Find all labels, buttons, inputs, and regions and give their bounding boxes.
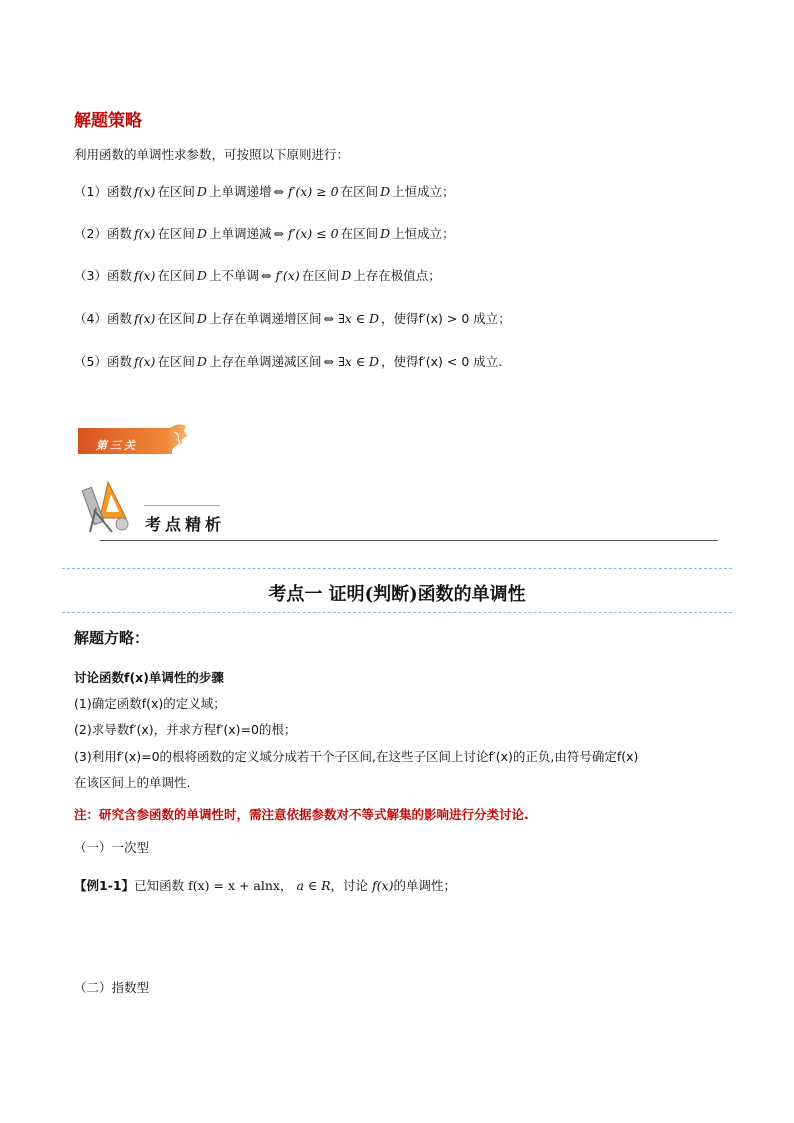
- type-one-heading: （一）一次型: [74, 840, 150, 855]
- rule-number: （4）: [74, 311, 107, 326]
- dashed-rule-top: [62, 568, 732, 569]
- rule-fx: f(x): [133, 311, 156, 326]
- topic-title: 考点一 证明(判断)函数的单调性: [268, 584, 526, 605]
- rule-mid3: 在区间: [340, 184, 379, 199]
- rule-post: 上存在极值点；: [353, 268, 441, 283]
- rule-condition: f′(x) ≤ 0: [287, 226, 339, 241]
- rule-condition: ∃x ∈ D: [337, 311, 380, 326]
- step-1: (1)确定函数f(x)的定义域；: [74, 696, 226, 711]
- method-title: 解题方略：: [74, 629, 150, 647]
- banner-label: 第三关: [96, 439, 138, 452]
- ruler-compass-icon: [82, 478, 138, 536]
- rule-condition: f′(x): [275, 268, 300, 283]
- rule-arrow: ⇔: [323, 311, 334, 326]
- strategy-rule: [74, 309, 511, 327]
- section-header-label: 考点精析: [145, 515, 226, 534]
- rule-mid3: ，使得: [381, 311, 419, 326]
- rule-pre: 函数: [106, 354, 132, 369]
- rule-domain: D: [196, 311, 207, 326]
- rule-mid1: 在区间: [157, 226, 195, 241]
- rule-mid2: 上存在单调递增区间: [208, 311, 322, 326]
- rule-mid2: 上单调递增: [208, 184, 272, 199]
- example-pre: 已知函数: [134, 878, 185, 893]
- example-post: 的单调性；: [393, 878, 456, 893]
- rule-arrow: ⇔: [323, 354, 334, 369]
- example-func: f(x) = x + alnx: [188, 878, 280, 893]
- rule-mid3: ，使得: [381, 354, 419, 369]
- rule-arrow: ⇔: [273, 226, 284, 241]
- rule-fx: f(x): [133, 184, 156, 199]
- rule-fx: f(x): [133, 226, 156, 241]
- rule-number: （2）: [74, 226, 107, 241]
- step-3: (3)利用f′(x)=0的根将函数的定义域分成若干个子区间,在这些子区间上讨论f′(x)的正负,由符号确定f(x): [74, 749, 639, 764]
- type-two-heading: （二）指数型: [74, 980, 150, 995]
- strategy-rule: [74, 182, 455, 200]
- strategy-title: 解题策略: [74, 111, 142, 131]
- rule-number: （1）: [74, 184, 107, 199]
- rule-condition: ∃x ∈ D: [337, 354, 380, 369]
- steps-title: 讨论函数f(x)单调性的步骤: [74, 670, 224, 685]
- rule-arrow: ⇔: [273, 184, 284, 199]
- note-text: 注：研究含参函数的单调性时，需注意依据参数对不等式解集的影响进行分类讨论.: [74, 807, 529, 822]
- rule-condition: f′(x) ≥ 0: [287, 184, 339, 199]
- rule-fx: f(x): [133, 354, 156, 369]
- rule-mid3: 在区间: [301, 268, 340, 283]
- example-mid: ，: [279, 878, 293, 893]
- rule-domain: D: [196, 226, 207, 241]
- rule-post: f′(x) < 0 成立.: [418, 354, 503, 369]
- rule-domain: D: [196, 354, 207, 369]
- rule-post: 上恒成立；: [392, 184, 455, 199]
- strategy-rule: [74, 224, 455, 242]
- rule-mid1: 在区间: [157, 354, 195, 369]
- rule-domain-2: D: [380, 226, 391, 241]
- strategy-rule: [74, 266, 441, 284]
- strategy-intro: 利用函数的单调性求参数，可按照以下原则进行：: [74, 147, 350, 162]
- example-mid2: ，讨论: [330, 878, 369, 893]
- rule-mid1: 在区间: [157, 311, 195, 326]
- rule-post: 上恒成立；: [392, 226, 455, 241]
- rule-arrow: ⇔: [260, 268, 272, 283]
- rule-post: f′(x) > 0 成立；: [418, 311, 511, 326]
- example-1-1: [74, 876, 456, 894]
- rule-pre: 函数: [106, 184, 132, 199]
- rule-pre: 函数: [106, 268, 132, 283]
- dashed-rule-bottom: [62, 612, 732, 613]
- rule-domain-2: D: [380, 184, 391, 199]
- step-2: (2)求导数f′(x)，并求方程f′(x)=0的根；: [74, 722, 297, 737]
- rule-number: （3）: [74, 268, 107, 283]
- strategy-rule: [74, 352, 502, 370]
- example-fx: f(x): [372, 878, 394, 893]
- header-underline-short: [144, 505, 220, 506]
- rule-mid2: 上不单调: [208, 268, 259, 283]
- rule-pre: 函数: [106, 311, 132, 326]
- rule-mid2: 上单调递减: [208, 226, 272, 241]
- rule-pre: 函数: [106, 226, 132, 241]
- rule-mid2: 上存在单调递减区间: [208, 354, 322, 369]
- section-divider: [100, 540, 718, 541]
- example-cond: a ∈ R: [296, 878, 331, 893]
- rule-number: （5）: [74, 354, 107, 369]
- rule-domain: D: [196, 184, 207, 199]
- rule-domain-2: D: [341, 268, 352, 283]
- rule-mid1: 在区间: [157, 268, 195, 283]
- step-3-cont: 在该区间上的单调性.: [74, 775, 191, 790]
- rule-mid1: 在区间: [157, 184, 195, 199]
- rule-domain: D: [196, 268, 207, 283]
- rule-mid3: 在区间: [340, 226, 379, 241]
- rule-fx: f(x): [133, 268, 156, 283]
- example-tag: 【例1-1】: [74, 878, 135, 893]
